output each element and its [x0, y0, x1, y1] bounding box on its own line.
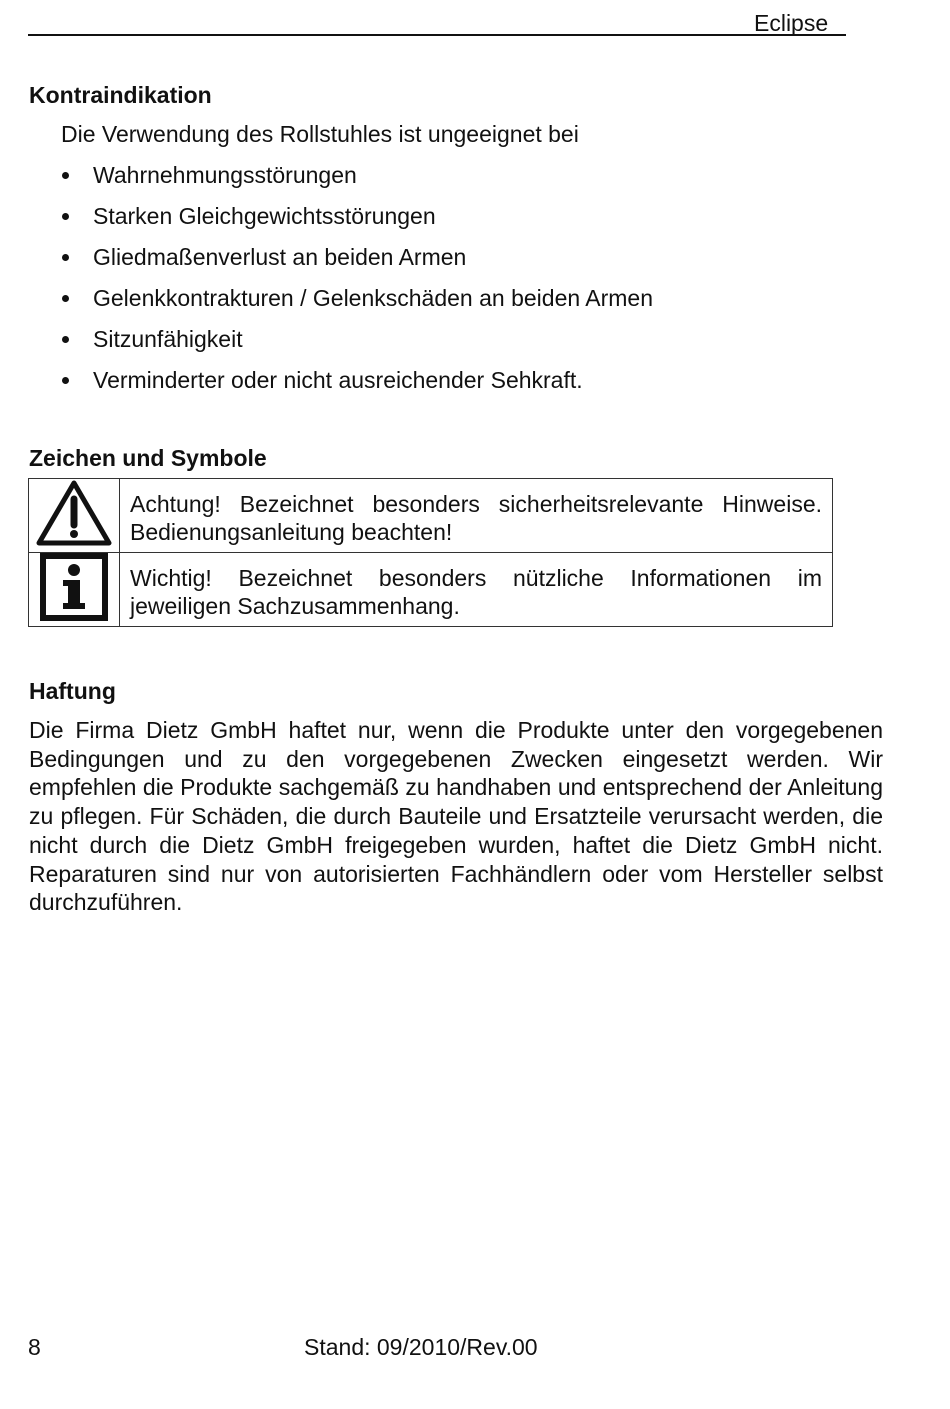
- list-item: [60, 284, 653, 325]
- bullet-icon: [62, 336, 69, 343]
- list-item-text: Starken Gleichgewichtsstörungen: [93, 203, 436, 229]
- contraindication-intro: Die Verwendung des Rollstuhles ist ungeeignet bei: [61, 121, 579, 147]
- contraindication-heading: Kontraindikation: [29, 82, 212, 108]
- list-item: [60, 325, 653, 366]
- liability-heading: Haftung: [29, 678, 116, 704]
- page-number: 8: [28, 1334, 41, 1360]
- bullet-icon: [62, 254, 69, 261]
- table-row: [29, 553, 833, 627]
- list-item-text: Sitzunfähigkeit: [93, 326, 243, 352]
- footer-stand: Stand: 09/2010/Rev.00: [304, 1334, 538, 1360]
- symbol-description: Wichtig! Bezeichnet besonders nützliche Informationen im jeweiligen Sachzusammenhang.: [120, 553, 833, 627]
- list-item-text: Gelenkkontrakturen / Gelenkschäden an beiden Armen: [93, 285, 654, 311]
- list-item: [60, 366, 653, 407]
- contraindication-list: [60, 161, 653, 407]
- liability-text: Die Firma Dietz GmbH haftet nur, wenn die Produkte unter den vorgegebenen Bedingungen und zu den vorgegebenen Zwecken eingesetzt werden. Wir empfehlen die Produkte sachgemäß zu handhaben und entsprechend der Anleitung zu pflegen. Für Schäden, die durch Bauteile und Ersatzteile verursacht werden, die nicht durch die Dietz GmbH freigegeben wurden, haftet die Dietz GmbH nicht. Reparaturen sind nur von autorisierten Fachhändlern oder vom Hersteller selbst durchzuführen.: [29, 717, 883, 916]
- bullet-icon: [62, 213, 69, 220]
- list-item-text: Gliedmaßenverlust an beiden Armen: [93, 244, 467, 270]
- table-row: [29, 479, 833, 553]
- info-icon: [39, 553, 109, 621]
- list-item-text: Wahrnehmungsstörungen: [93, 162, 357, 188]
- icon-cell: [29, 553, 120, 627]
- warning-triangle-icon: [36, 479, 112, 547]
- icon-cell: [29, 479, 120, 553]
- symbols-table: [28, 478, 833, 627]
- list-item: [60, 161, 653, 202]
- symbol-description: Achtung! Bezeichnet besonders sicherheitsrelevante Hinweise. Bedienungsanleitung beachten!: [120, 479, 833, 553]
- list-item: [60, 202, 653, 243]
- list-item-text: Verminderter oder nicht ausreichender Sehkraft.: [93, 367, 583, 393]
- bullet-icon: [62, 172, 69, 179]
- header-title: Eclipse: [754, 10, 829, 36]
- list-item: [60, 243, 653, 284]
- bullet-icon: [62, 295, 69, 302]
- header-rule: [28, 34, 846, 36]
- symbols-heading: Zeichen und Symbole: [29, 445, 267, 471]
- bullet-icon: [62, 377, 69, 384]
